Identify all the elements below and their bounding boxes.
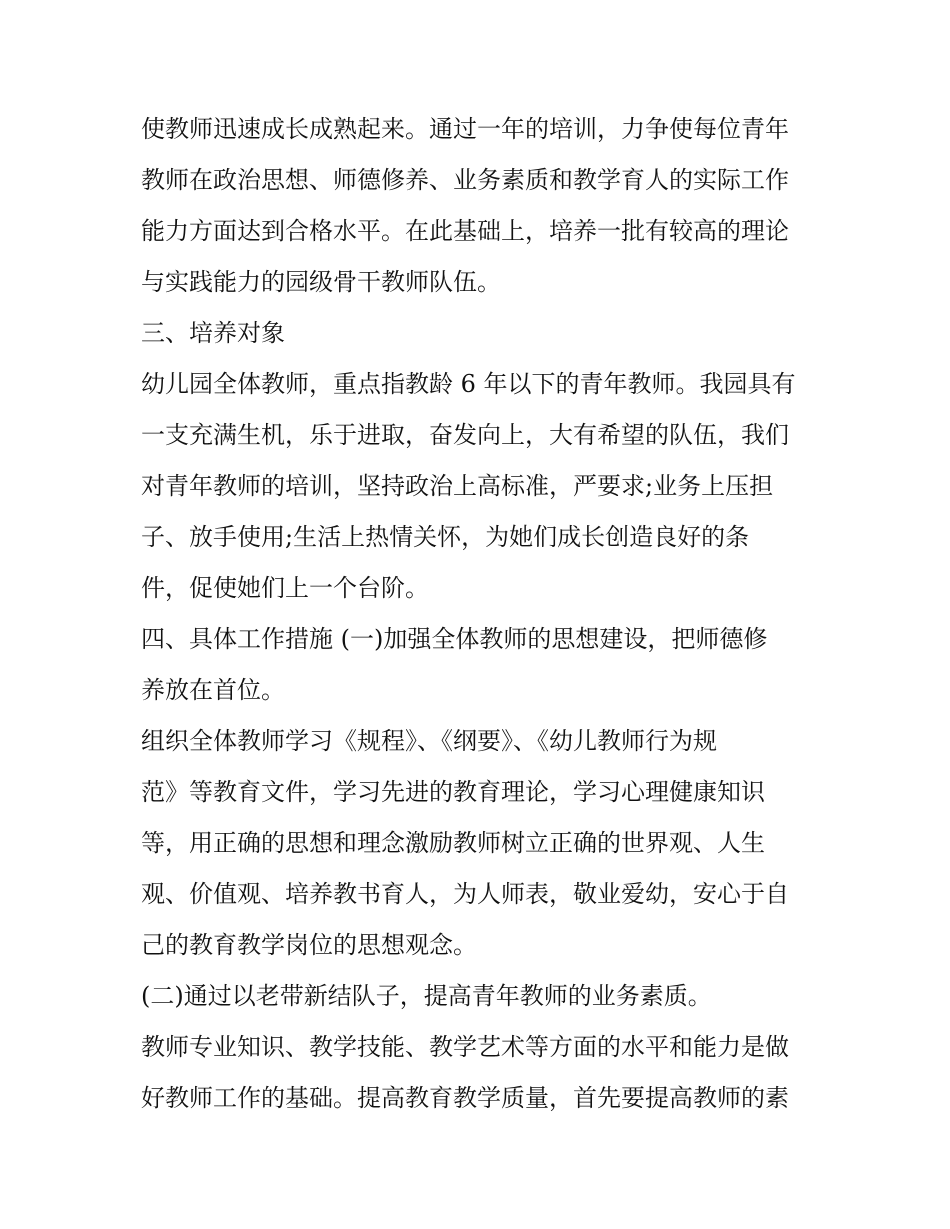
text-line: 一支充满生机，乐于进取，奋发向上，大有希望的队伍，我们 [141, 421, 789, 449]
text-line: 使教师迅速成长成熟起来。通过一年的培训，力争使每位青年 [141, 115, 789, 143]
section-heading: 三、培养对象 [141, 319, 285, 347]
text-line: 等，用正确的思想和理念激励教师树立正确的世界观、人生 [141, 829, 765, 857]
subsection-heading: (二)通过以老带新结队子，提高青年教师的业务素质。 [141, 982, 712, 1010]
text-line: 与实践能力的园级骨干教师队伍。 [141, 268, 501, 296]
text-line: 己的教育教学岗位的思想观念。 [141, 931, 477, 959]
text-line: 能力方面达到合格水平。在此基础上，培养一批有较高的理论 [141, 217, 789, 245]
text-line: 观、价值观、培养教书育人，为人师表，敬业爱幼，安心于自 [141, 880, 789, 908]
section-heading: 四、具体工作措施 (一)加强全体教师的思想建设，把师德修 [141, 625, 768, 653]
text-line: 好教师工作的基础。提高教育教学质量，首先要提高教师的素 [141, 1084, 789, 1112]
text-line: 教师专业知识、教学技能、教学艺术等方面的水平和能力是做 [141, 1033, 789, 1061]
text-line: 子、放手使用;生活上热情关怀，为她们成长创造良好的条 [141, 523, 750, 551]
text-line: 教师在政治思想、师德修养、业务素质和教学育人的实际工作 [141, 166, 789, 194]
text-line: 件，促使她们上一个台阶。 [141, 574, 429, 602]
text-line: 养放在首位。 [141, 676, 285, 704]
text-line: 对青年教师的培训，坚持政治上高标准，严要求;业务上压担 [141, 472, 774, 500]
text-line: 幼儿园全体教师，重点指教龄 6 年以下的青年教师。我园具有 [141, 370, 796, 398]
text-line: 组织全体教师学习《规程》、《纲要》、《幼儿教师行为规 [141, 727, 717, 755]
text-line: 范》等教育文件，学习先进的教育理论，学习心理健康知识 [141, 778, 765, 806]
